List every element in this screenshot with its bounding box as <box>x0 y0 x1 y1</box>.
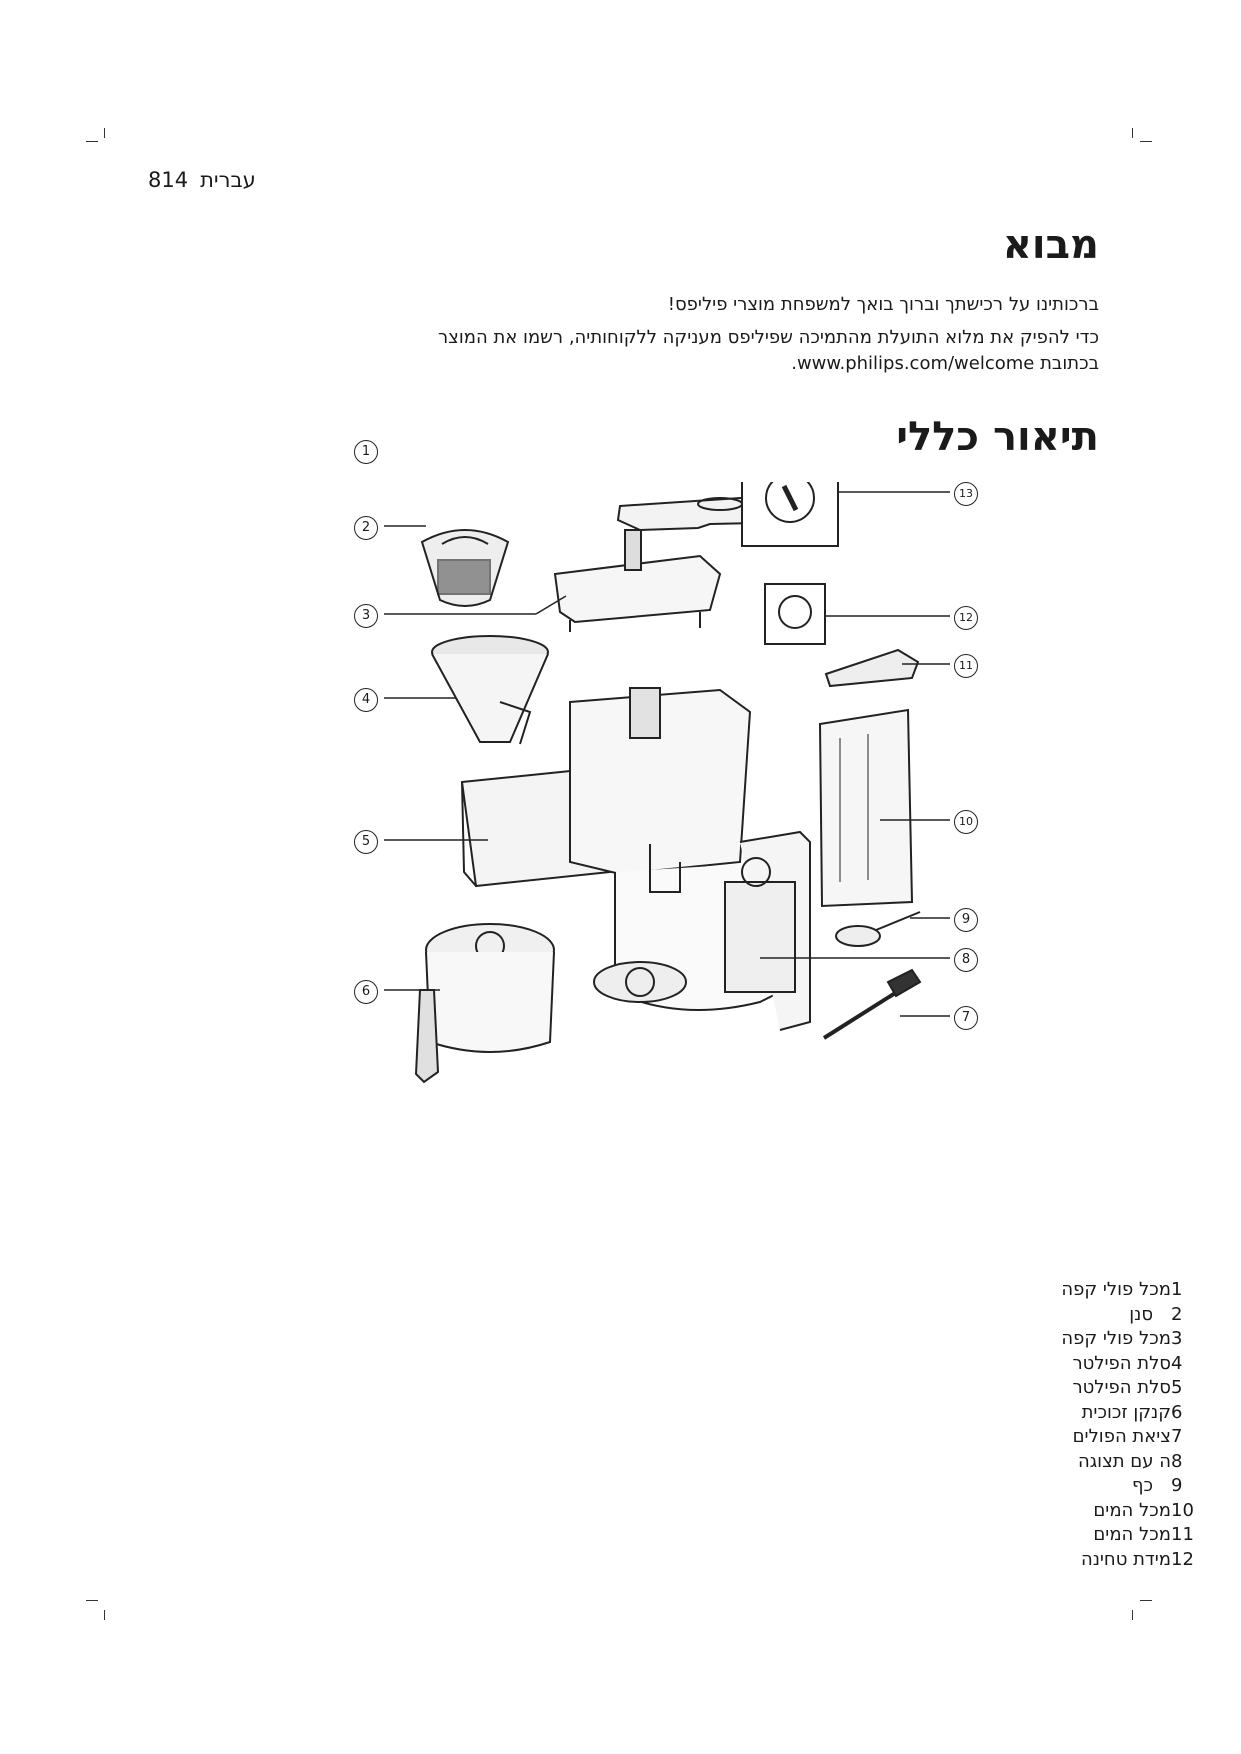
intro-paragraph-1: ברכותינו על רכישתך וברוך בואך למשפחת מוצרי פיליפס! <box>667 294 1099 315</box>
crop-mark-tr-h <box>1140 141 1152 142</box>
intro-text <box>399 292 1099 384</box>
legend-item-6: 6 קנקן זכוכית <box>1081 1401 1183 1423</box>
callout-1: 1 <box>354 440 378 464</box>
crop-mark-bl-v <box>104 1610 105 1620</box>
crop-mark-br-v <box>1132 1610 1133 1620</box>
callout-4: 4 <box>354 688 378 712</box>
cleaning-brush-illustration <box>824 970 920 1038</box>
bean-tray-illustration <box>555 530 720 632</box>
legend-item-5: 5 סלת הפילטר <box>1072 1377 1183 1398</box>
legend-item-1: 1 מכל פולי קפה <box>1061 1279 1183 1300</box>
language-label: עברית <box>200 168 256 192</box>
callout-13: 13 <box>954 482 978 506</box>
callout-12: 12 <box>954 606 978 630</box>
crop-mark-br-h <box>1140 1600 1152 1601</box>
carafe-illustration <box>416 924 554 1082</box>
legend-item-3: 3 מכל פולי קפה <box>1061 1328 1183 1349</box>
legend-item-9: 9 כף <box>1131 1475 1183 1496</box>
callout-7: 7 <box>954 1006 978 1030</box>
measuring-spoon-illustration <box>836 912 920 946</box>
parts-legend <box>985 1278 1205 1572</box>
callout-8: 8 <box>954 948 978 972</box>
filter-holder-illustration <box>432 636 548 744</box>
water-tank-lid-illustration <box>826 650 918 686</box>
product-diagram <box>380 482 1110 1242</box>
crop-mark-tl-h <box>86 141 98 142</box>
legend-item-2: 2 סנן <box>1129 1303 1183 1325</box>
crop-mark-tr-v <box>1132 128 1133 138</box>
legend-item-11: 11 מכל המים <box>1093 1524 1194 1545</box>
callout-2: 2 <box>354 516 378 540</box>
legend-item-7: 7 ציאת הפולים <box>1072 1426 1183 1447</box>
callout-6: 6 <box>354 980 378 1004</box>
intro-title: מבוא <box>1002 222 1099 268</box>
crop-mark-bl-h <box>86 1600 98 1601</box>
legend-item-4: 4 סלת הפילטר <box>1072 1352 1183 1374</box>
legend-item-8: 8 ה עם תצוגה <box>1077 1450 1183 1472</box>
callout-10: 10 <box>954 810 978 834</box>
permanent-filter-illustration <box>422 530 508 606</box>
callout-3: 3 <box>354 604 378 628</box>
callout-9: 9 <box>954 908 978 932</box>
callout-5: 5 <box>354 830 378 854</box>
crop-mark-tl-v <box>104 128 105 138</box>
legend-item-10: 10 מכל המים <box>1093 1499 1194 1521</box>
water-tank-illustration <box>820 710 912 906</box>
legend-item-12: 12 מידת טחינה <box>1080 1548 1194 1570</box>
page-header <box>148 168 256 192</box>
general-description-title: תיאור כללי <box>896 414 1099 460</box>
strength-dial-inset-illustration <box>765 584 825 644</box>
callout-11: 11 <box>954 654 978 678</box>
page-number: 814 <box>148 168 189 192</box>
grind-dial-inset-illustration <box>742 482 838 546</box>
intro-paragraph-2: כדי להפיק את מלוא התועלת מהתמיכה שפיליפס מעניקה ללקוחותיה, רשמו את המוצר בכתובת www.philips.com/welcome. <box>438 327 1099 374</box>
coffee-machine-body-illustration <box>570 688 810 1030</box>
